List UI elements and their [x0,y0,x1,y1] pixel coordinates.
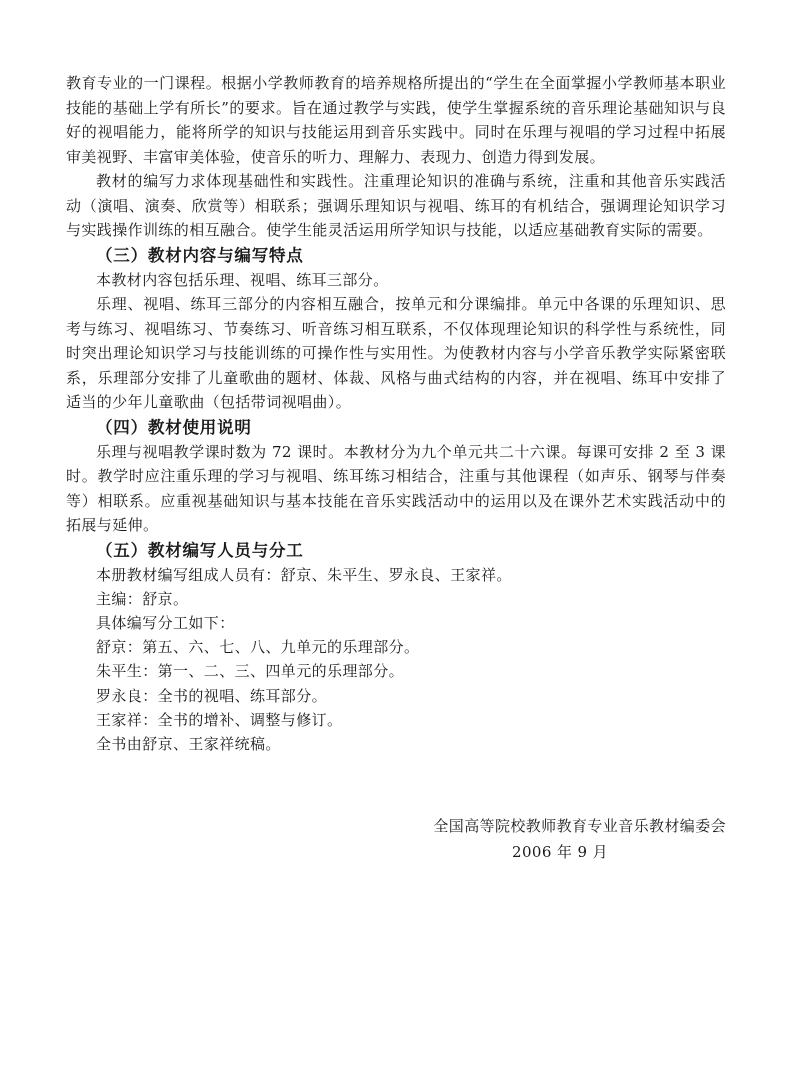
editor-list-line: 王家祥：全书的增补、调整与修订。 [96,710,343,729]
section3-paragraph-2: 乐理、视唱、练耳三部分的内容相互融合，按单元和分课编排。单元中各课的乐理知识、思考与练习、视唱练习、节奏练习、听音练习相互联系，不仅体现理论知识的科学性与系统性，同时突出理论知识学习与技能训练的可操作性与实用性。为使教材内容与小学音乐教学实际紧密联系，乐理部分安排了儿童歌曲的题材、体裁、风格与曲式结构的内容，并在视唱、练耳中安排了适当的少年儿童歌曲（包括带词视唱曲）。 [66,295,726,411]
signature-block [396,813,726,865]
section-heading-5: （五）教材编写人员与分工 [96,540,304,560]
signature-organization: 全国高等院校教师教育专业音乐教材编委会 [433,817,726,835]
section-heading-3: （三）教材内容与编写特点 [96,245,304,265]
editor-list-line: 舒京：第五、六、七、八、九单元的乐理部分。 [96,638,420,657]
editor-list-line: 朱平生：第一、二、三、四单元的乐理部分。 [96,662,405,681]
editor-list-line: 主编：舒京。 [96,589,189,608]
editor-list-line: 具体编写分工如下： [96,613,235,632]
editor-list-line: 本册教材编写组成人员有：舒京、朱平生、罗永良、王家祥。 [96,565,512,584]
intro-paragraph-2: 教材的编写力求体现基础性和实践性。注重理论知识的准确与系统，注重和其他音乐实践活动（演唱、演奏、欣赏等）相联系；强调乐理知识与视唱、练耳的有机结合，强调理论知识学习与实践操作训练的相互融合。使学生能灵活运用所学知识与技能，以适应基础教育实际的需要。 [66,172,726,239]
editor-list-line: 全书由舒京、王家祥统稿。 [96,734,281,753]
section-heading-4: （四）教材使用说明 [96,417,252,437]
signature-date: 2006 年 9 月 [512,843,609,861]
section4-paragraph-1: 乐理与视唱教学课时数为 72 课时。本教材分为九个单元共二十六课。每课可安排 2 至 3 课时。教学时应注重乐理的学习与视唱、练耳练习相结合，注重与其他课程（如声乐、钢琴与伴奏等）相联系。应重视基础知识与基本技能在音乐实践活动中的运用以及在课外艺术实践活动中的拓展与延伸。 [66,442,726,534]
section3-paragraph-1: 本教材内容包括乐理、视唱、练耳三部分。 [96,270,389,289]
intro-paragraph-1: 教育专业的一门课程。根据小学教师教育的培养规格所提出的“学生在全面掌握小学教师基本职业技能的基础上学有所长”的要求。旨在通过教学与实践，使学生掌握系统的音乐理论基础知识与良好的视唱能力，能将所学的知识与技能运用到音乐实践中。同时在乐理与视唱的学习过程中拓展审美视野、丰富审美体验，使音乐的听力、理解力、表现力、创造力得到发展。 [66,74,726,166]
editor-list-line: 罗永良：全书的视唱、练耳部分。 [96,686,328,705]
